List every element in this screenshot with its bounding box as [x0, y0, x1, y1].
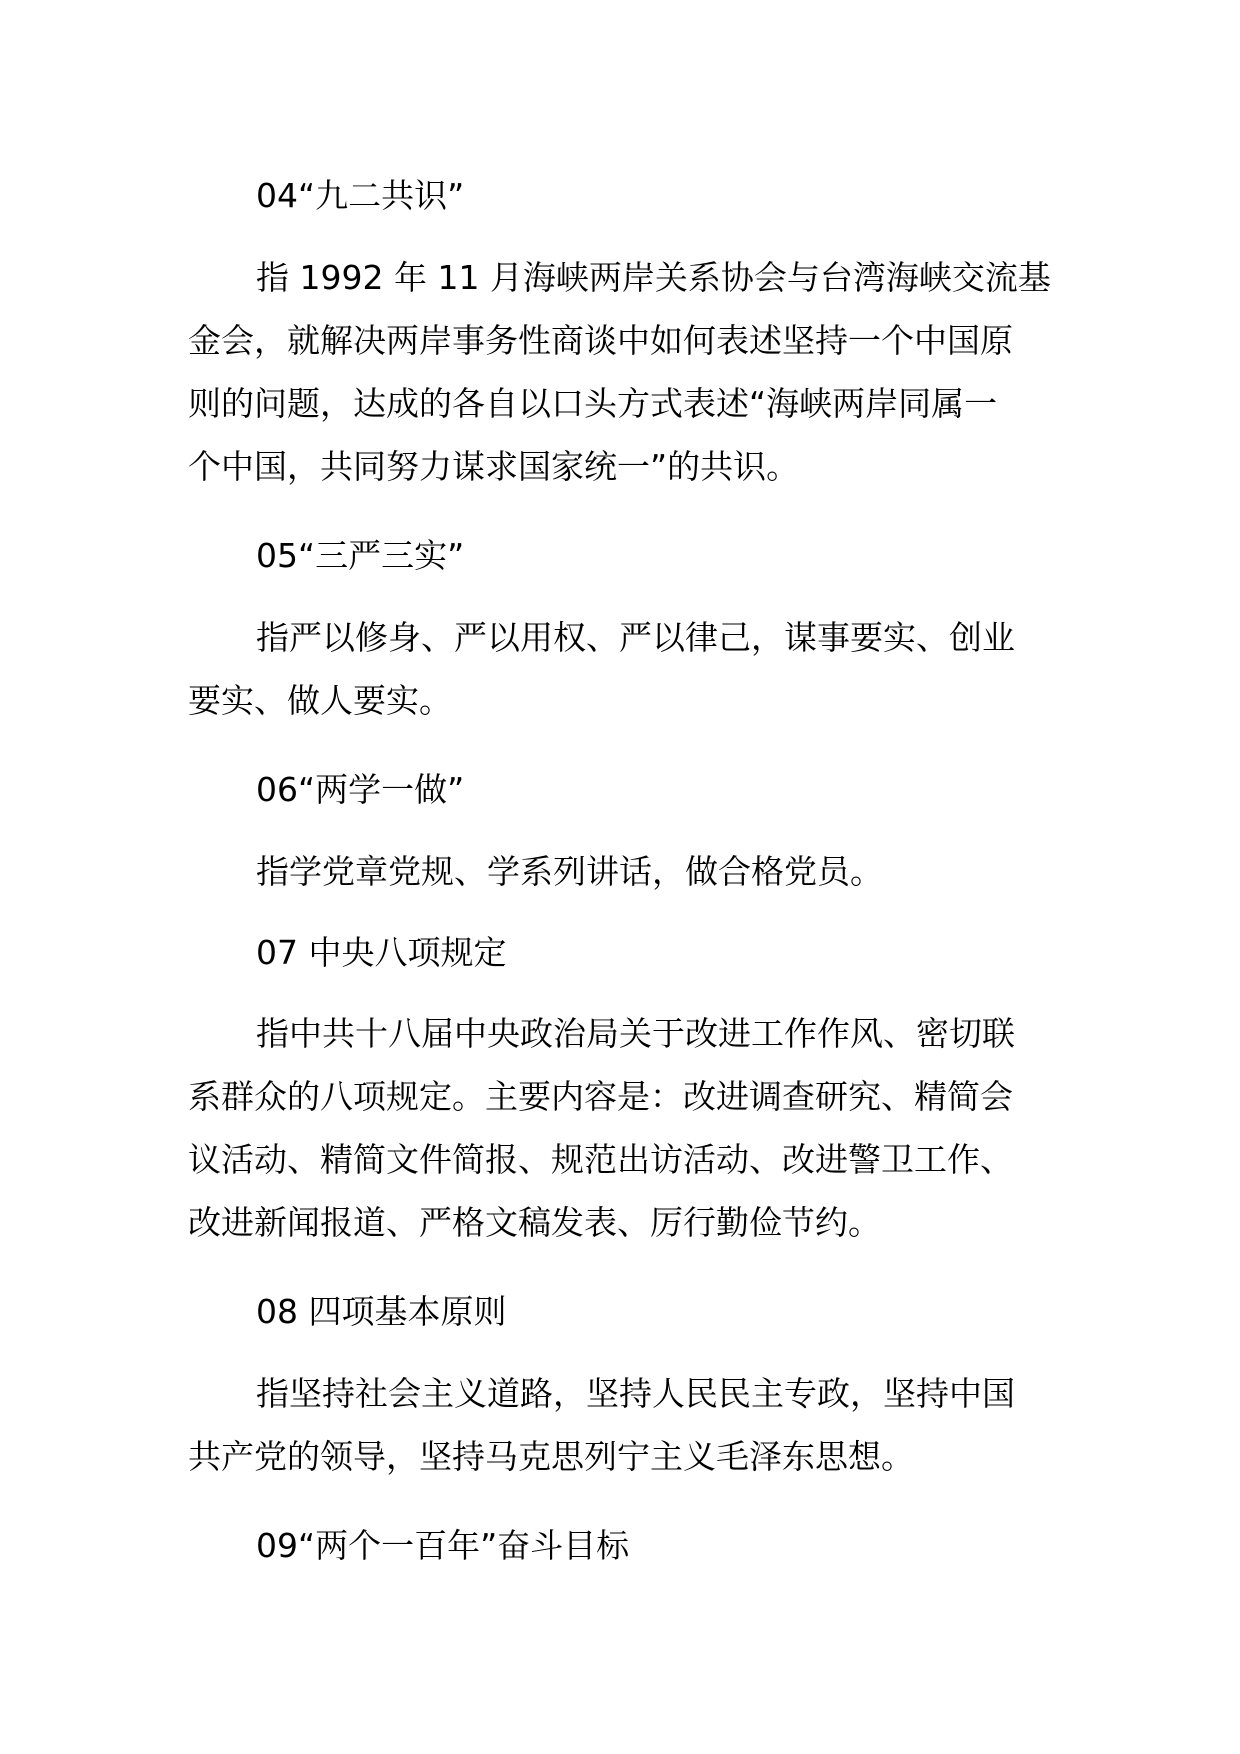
section-07-body-line-4: 改进新闻报道、严格文稿发表、厉行勤俭节约。	[188, 1203, 881, 1242]
section-04-body-line-4: 个中国，共同努力谋求国家统一”的共识。	[188, 447, 800, 486]
section-heading-07: 07 中央八项规定	[256, 933, 507, 972]
section-05-body-line-1: 指严以修身、严以用权、严以律己，谋事要实、创业	[256, 618, 1015, 657]
section-heading-08: 08 四项基本原则	[256, 1292, 507, 1331]
section-04-body-line-3: 则的问题，达成的各自以口头方式表述“海峡两岸同属一	[188, 384, 998, 423]
section-heading-05: 05“三严三实”	[256, 536, 465, 575]
section-07-body-line-2: 系群众的八项规定。主要内容是：改进调查研究、精简会	[188, 1077, 1013, 1116]
section-08-body-line-1: 指坚持社会主义道路，坚持人民民主专政，坚持中国	[256, 1374, 1015, 1413]
section-heading-04: 04“九二共识”	[256, 176, 465, 215]
section-08-body-line-2: 共产党的领导，坚持马克思列宁主义毛泽东思想。	[188, 1437, 914, 1476]
section-heading-09: 09“两个一百年”奋斗目标	[256, 1526, 630, 1565]
section-06-body-line-1: 指学党章党规、学系列讲话，做合格党员。	[256, 852, 883, 891]
section-07-body-line-3: 议活动、精简文件简报、规范出访活动、改进警卫工作、	[188, 1140, 1013, 1179]
section-heading-06: 06“两学一做”	[256, 770, 465, 809]
section-05-body-line-2: 要实、做人要实。	[188, 681, 452, 720]
section-07-body-line-1: 指中共十八届中央政治局关于改进工作作风、密切联	[256, 1014, 1015, 1053]
section-04-body-line-2: 金会，就解决两岸事务性商谈中如何表述坚持一个中国原	[188, 321, 1013, 360]
section-04-body-line-1: 指 1992 年 11 月海峡两岸关系协会与台湾海峡交流基	[256, 258, 1051, 297]
